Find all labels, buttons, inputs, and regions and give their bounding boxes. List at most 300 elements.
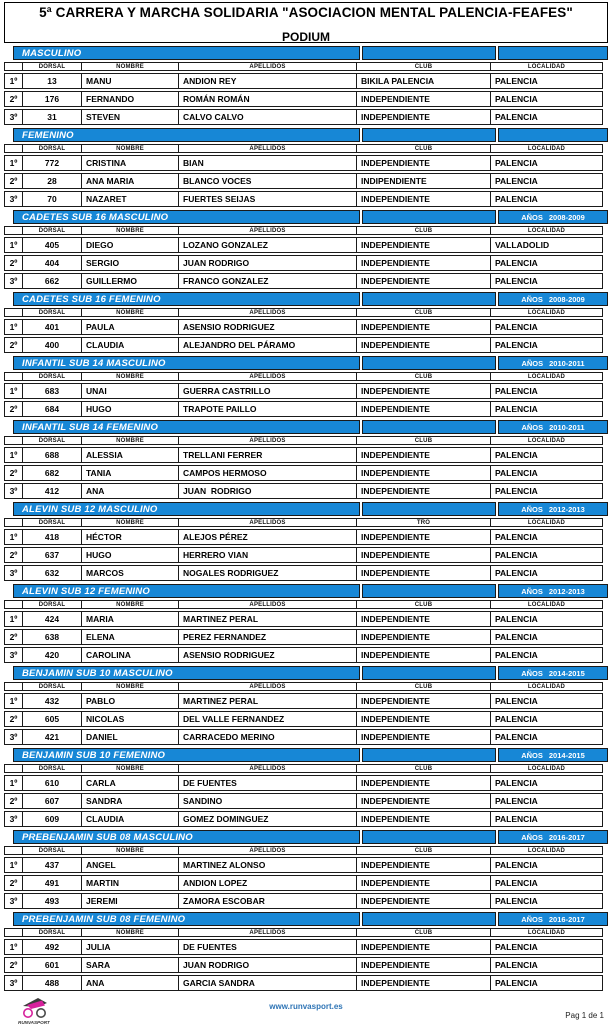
cell-localidad: PALENCIA <box>490 465 603 481</box>
anos-label: AÑOS <box>521 504 543 514</box>
result-row <box>4 857 608 873</box>
cell-club: INDEPENDIENTE <box>356 319 491 335</box>
cell-apellidos: ALEJOS PÉREZ <box>178 529 357 545</box>
cell-localidad: PALENCIA <box>490 91 603 107</box>
header-club: CLUB <box>356 928 491 937</box>
result-row <box>4 237 608 253</box>
cell-localidad: PALENCIA <box>490 975 603 991</box>
header-apellidos: APELLIDOS <box>178 372 357 381</box>
cell-position: 2º <box>4 875 23 891</box>
cell-nombre: FERNANDO <box>81 91 179 107</box>
header-club: CLUB <box>356 144 491 153</box>
band-years-cell <box>498 46 608 60</box>
result-row <box>4 547 608 563</box>
band-club-cell <box>362 584 496 598</box>
cell-apellidos: ZAMORA ESCOBAR <box>178 893 357 909</box>
cell-club: INDEPENDIENTE <box>356 447 491 463</box>
cell-club: INDEPENDIENTE <box>356 957 491 973</box>
anos-label: AÑOS <box>521 586 543 596</box>
cell-club: INDEPENDIENTE <box>356 611 491 627</box>
cell-club: INDEPENDIENTE <box>356 775 491 791</box>
header-club: CLUB <box>356 682 491 691</box>
cell-localidad: PALENCIA <box>490 729 603 745</box>
section-cadetes-sub-16-femenino <box>4 292 608 353</box>
anos-label: AÑOS <box>521 358 544 368</box>
cell-position: 2º <box>4 173 23 189</box>
cell-apellidos: JUAN RODRIGO <box>178 255 357 271</box>
cell-localidad: PALENCIA <box>490 173 603 189</box>
result-row <box>4 173 608 189</box>
header-club: CLUB <box>356 62 491 71</box>
column-header-row <box>4 518 608 527</box>
cell-dorsal: 637 <box>22 547 82 563</box>
anos-years: 2014-2015 <box>548 750 585 760</box>
cell-club: INDEPENDIENTE <box>356 711 491 727</box>
cell-club: INDEPENDIENTE <box>356 155 491 171</box>
anos-label: AÑOS <box>521 422 544 432</box>
band-years-cell <box>498 748 608 762</box>
cell-apellidos: ANDION LOPEZ <box>178 875 357 891</box>
cell-position: 3º <box>4 191 23 207</box>
cell-apellidos: NOGALES RODRIGUEZ <box>178 565 357 581</box>
cell-apellidos: GARCIA SANDRA <box>178 975 357 991</box>
cell-nombre: DANIEL <box>81 729 179 745</box>
header-localidad: LOCALIDAD <box>490 308 603 317</box>
cell-position: 1º <box>4 73 23 89</box>
cell-club: INDEPENDIENTE <box>356 547 491 563</box>
header-localidad: LOCALIDAD <box>490 600 603 609</box>
header-position <box>4 846 23 855</box>
header-dorsal: DORSAL <box>22 308 82 317</box>
header-localidad: LOCALIDAD <box>490 436 603 445</box>
cell-nombre: MANU <box>81 73 179 89</box>
cell-dorsal: 418 <box>22 529 82 545</box>
cell-dorsal: 638 <box>22 629 82 645</box>
band-club-cell <box>362 748 496 762</box>
result-row <box>4 447 608 463</box>
cell-position: 2º <box>4 793 23 809</box>
header-nombre: NOMBRE <box>81 846 179 855</box>
result-row <box>4 957 608 973</box>
cell-position: 3º <box>4 893 23 909</box>
section-title: BENJAMIN SUB 10 FEMENINO <box>13 748 360 762</box>
header-apellidos: APELLIDOS <box>178 226 357 235</box>
cell-localidad: PALENCIA <box>490 711 603 727</box>
cell-apellidos: GUERRA CASTRILLO <box>178 383 357 399</box>
cell-localidad: PALENCIA <box>490 693 603 709</box>
cell-nombre: CLAUDIA <box>81 811 179 827</box>
cell-position: 1º <box>4 529 23 545</box>
cell-dorsal: 404 <box>22 255 82 271</box>
header-apellidos: APELLIDOS <box>178 436 357 445</box>
band-club-cell <box>362 210 496 224</box>
cell-dorsal: 601 <box>22 957 82 973</box>
title-box <box>4 2 608 43</box>
cell-nombre: UNAI <box>81 383 179 399</box>
page-number: Pag 1 de 1 <box>565 1011 604 1020</box>
header-dorsal: DORSAL <box>22 846 82 855</box>
header-club: CLUB <box>356 436 491 445</box>
cell-localidad: PALENCIA <box>490 109 603 125</box>
cell-position: 2º <box>4 711 23 727</box>
cell-apellidos: DE FUENTES <box>178 939 357 955</box>
logo-text: RUNVASPORT <box>18 1020 50 1025</box>
section-title: FEMENINO <box>13 128 360 142</box>
anos-label: AÑOS <box>521 750 543 760</box>
band-years-cell <box>498 666 608 680</box>
cell-localidad: VALLADOLID <box>490 237 603 253</box>
section-title: BENJAMIN SUB 10 MASCULINO <box>13 666 360 680</box>
cell-club: INDEPENDIENTE <box>356 337 491 353</box>
cell-position: 2º <box>4 629 23 645</box>
cell-nombre: STEVEN <box>81 109 179 125</box>
result-row <box>4 875 608 891</box>
cell-localidad: PALENCIA <box>490 73 603 89</box>
cell-nombre: NAZARET <box>81 191 179 207</box>
result-row <box>4 775 608 791</box>
cell-dorsal: 432 <box>22 693 82 709</box>
column-header-row <box>4 62 608 71</box>
column-header-row <box>4 682 608 691</box>
result-row <box>4 729 608 745</box>
cell-apellidos: DE FUENTES <box>178 775 357 791</box>
cell-nombre: ANGEL <box>81 857 179 873</box>
cell-nombre: CRISTINA <box>81 155 179 171</box>
header-dorsal: DORSAL <box>22 518 82 527</box>
section-title: MASCULINO <box>13 46 360 60</box>
section-band <box>13 748 608 762</box>
anos-years: 2012-2013 <box>548 586 585 596</box>
column-header-row <box>4 764 608 773</box>
header-apellidos: APELLIDOS <box>178 308 357 317</box>
cell-dorsal: 424 <box>22 611 82 627</box>
header-position <box>4 308 23 317</box>
result-row <box>4 975 608 991</box>
cell-position: 2º <box>4 465 23 481</box>
header-club: CLUB <box>356 226 491 235</box>
cell-apellidos: ALEJANDRO DEL PÁRAMO <box>178 337 357 353</box>
header-dorsal: DORSAL <box>22 682 82 691</box>
cell-apellidos: SANDINO <box>178 793 357 809</box>
section-band <box>13 420 608 434</box>
cell-apellidos: BIAN <box>178 155 357 171</box>
band-club-cell <box>362 666 496 680</box>
header-apellidos: APELLIDOS <box>178 62 357 71</box>
cell-position: 3º <box>4 975 23 991</box>
header-position <box>4 928 23 937</box>
header-dorsal: DORSAL <box>22 372 82 381</box>
result-row <box>4 693 608 709</box>
cell-dorsal: 688 <box>22 447 82 463</box>
header-dorsal: DORSAL <box>22 144 82 153</box>
result-row <box>4 939 608 955</box>
header-dorsal: DORSAL <box>22 600 82 609</box>
cell-position: 2º <box>4 547 23 563</box>
result-row <box>4 401 608 417</box>
cell-localidad: PALENCIA <box>490 793 603 809</box>
column-header-row <box>4 226 608 235</box>
band-years-cell <box>498 128 608 142</box>
cell-localidad: PALENCIA <box>490 939 603 955</box>
cell-nombre: DIEGO <box>81 237 179 253</box>
section-band <box>13 830 608 844</box>
result-row <box>4 155 608 171</box>
header-club: CLUB <box>356 764 491 773</box>
header-apellidos: APELLIDOS <box>178 764 357 773</box>
result-row <box>4 647 608 663</box>
cell-localidad: PALENCIA <box>490 447 603 463</box>
cell-dorsal: 605 <box>22 711 82 727</box>
header-dorsal: DORSAL <box>22 62 82 71</box>
cell-club: INDEPENDIENTE <box>356 565 491 581</box>
result-row <box>4 811 608 827</box>
cell-localidad: PALENCIA <box>490 255 603 271</box>
column-header-row <box>4 436 608 445</box>
section-benjamin-sub-10-masculino <box>4 666 608 745</box>
anos-years: 2016-2017 <box>548 832 585 842</box>
band-club-cell <box>362 830 496 844</box>
cell-nombre: MARTIN <box>81 875 179 891</box>
cell-apellidos: MARTINEZ PERAL <box>178 693 357 709</box>
header-position <box>4 518 23 527</box>
column-header-row <box>4 372 608 381</box>
band-years-cell <box>498 420 608 434</box>
cell-localidad: PALENCIA <box>490 319 603 335</box>
cell-localidad: PALENCIA <box>490 547 603 563</box>
band-years-cell <box>498 210 608 224</box>
section-prebenjamin-sub-08-masculino <box>4 830 608 909</box>
section-femenino <box>4 128 608 207</box>
header-position <box>4 600 23 609</box>
cell-position: 2º <box>4 91 23 107</box>
cell-club: INDEPENDIENTE <box>356 401 491 417</box>
anos-years: 2014-2015 <box>548 668 585 678</box>
cell-position: 2º <box>4 255 23 271</box>
cell-localidad: PALENCIA <box>490 775 603 791</box>
cell-club: INDEPENDIENTE <box>356 465 491 481</box>
cell-nombre: PABLO <box>81 693 179 709</box>
result-row <box>4 893 608 909</box>
cell-dorsal: 488 <box>22 975 82 991</box>
cell-position: 3º <box>4 273 23 289</box>
band-years-cell <box>498 356 608 370</box>
cell-nombre: SERGIO <box>81 255 179 271</box>
cell-localidad: PALENCIA <box>490 383 603 399</box>
cell-apellidos: CALVO CALVO <box>178 109 357 125</box>
anos-label: AÑOS <box>521 212 543 222</box>
cell-nombre: ELENA <box>81 629 179 645</box>
header-nombre: NOMBRE <box>81 372 179 381</box>
cell-nombre: ANA <box>81 483 179 499</box>
cell-nombre: MARIA <box>81 611 179 627</box>
cell-club: INDEPENDIENTE <box>356 629 491 645</box>
section-title: INFANTIL SUB 14 MASCULINO <box>13 356 360 370</box>
anos-years: 2008-2009 <box>548 294 585 304</box>
section-band <box>13 912 608 926</box>
anos-label: AÑOS <box>521 832 543 842</box>
result-row <box>4 465 608 481</box>
sections <box>4 46 608 991</box>
result-row <box>4 383 608 399</box>
cell-position: 2º <box>4 337 23 353</box>
cell-club: INDEPENDIENTE <box>356 939 491 955</box>
header-apellidos: APELLIDOS <box>178 682 357 691</box>
cell-nombre: HUGO <box>81 547 179 563</box>
header-position <box>4 62 23 71</box>
runvasport-logo <box>16 996 58 1026</box>
cell-position: 1º <box>4 383 23 399</box>
cell-dorsal: 31 <box>22 109 82 125</box>
section-alevin-sub-12-femenino <box>4 584 608 663</box>
cell-position: 3º <box>4 483 23 499</box>
cell-club: INDEPENDIENTE <box>356 793 491 809</box>
cell-dorsal: 412 <box>22 483 82 499</box>
cell-club: INDEPENDIENTE <box>356 237 491 253</box>
result-row <box>4 337 608 353</box>
header-dorsal: DORSAL <box>22 928 82 937</box>
cell-localidad: PALENCIA <box>490 401 603 417</box>
cell-apellidos: ASENSIO RODRIGUEZ <box>178 319 357 335</box>
band-club-cell <box>362 356 496 370</box>
header-apellidos: APELLIDOS <box>178 600 357 609</box>
header-dorsal: DORSAL <box>22 226 82 235</box>
cell-club: INDEPENDIENTE <box>356 483 491 499</box>
cell-localidad: PALENCIA <box>490 611 603 627</box>
band-club-cell <box>362 502 496 516</box>
band-club-cell <box>362 128 496 142</box>
cell-dorsal: 684 <box>22 401 82 417</box>
cell-club: INDEPENDIENTE <box>356 273 491 289</box>
cell-localidad: PALENCIA <box>490 893 603 909</box>
band-years-cell <box>498 830 608 844</box>
cell-dorsal: 493 <box>22 893 82 909</box>
cell-club: INDIPENDIENTE <box>356 173 491 189</box>
cell-club: INDEPENDIENTE <box>356 255 491 271</box>
header-localidad: LOCALIDAD <box>490 144 603 153</box>
result-row <box>4 611 608 627</box>
column-header-row <box>4 600 608 609</box>
cell-localidad: PALENCIA <box>490 529 603 545</box>
result-row <box>4 483 608 499</box>
website-link[interactable]: www.runvasport.es <box>269 1002 343 1011</box>
cell-position: 3º <box>4 729 23 745</box>
column-header-row <box>4 308 608 317</box>
cell-club: INDEPENDIENTE <box>356 191 491 207</box>
cell-nombre: CAROLINA <box>81 647 179 663</box>
header-nombre: NOMBRE <box>81 436 179 445</box>
header-dorsal: DORSAL <box>22 436 82 445</box>
cell-apellidos: CAMPOS HERMOSO <box>178 465 357 481</box>
cell-apellidos: ASENSIO RODRIGUEZ <box>178 647 357 663</box>
cell-localidad: PALENCIA <box>490 647 603 663</box>
cell-position: 2º <box>4 957 23 973</box>
cell-localidad: PALENCIA <box>490 191 603 207</box>
result-row <box>4 273 608 289</box>
cell-position: 3º <box>4 647 23 663</box>
column-header-row <box>4 144 608 153</box>
cell-dorsal: 632 <box>22 565 82 581</box>
cell-localidad: PALENCIA <box>490 483 603 499</box>
header-club: TRO <box>356 518 491 527</box>
cell-dorsal: 682 <box>22 465 82 481</box>
column-header-row <box>4 928 608 937</box>
band-years-cell <box>498 502 608 516</box>
header-nombre: NOMBRE <box>81 600 179 609</box>
result-row <box>4 91 608 107</box>
section-band <box>13 46 608 60</box>
cell-nombre: ALESSIA <box>81 447 179 463</box>
result-row <box>4 529 608 545</box>
header-position <box>4 226 23 235</box>
section-title: INFANTIL SUB 14 FEMENINO <box>13 420 360 434</box>
cell-localidad: PALENCIA <box>490 875 603 891</box>
cell-position: 1º <box>4 319 23 335</box>
cell-nombre: CLAUDIA <box>81 337 179 353</box>
cell-position: 3º <box>4 811 23 827</box>
section-band <box>13 210 608 224</box>
cell-club: INDEPENDIENTE <box>356 383 491 399</box>
cell-localidad: PALENCIA <box>490 811 603 827</box>
cell-nombre: MARCOS <box>81 565 179 581</box>
cell-localidad: PALENCIA <box>490 273 603 289</box>
cell-apellidos: MARTINEZ PERAL <box>178 611 357 627</box>
header-localidad: LOCALIDAD <box>490 226 603 235</box>
result-row <box>4 255 608 271</box>
result-row <box>4 319 608 335</box>
section-title: ALEVIN SUB 12 MASCULINO <box>13 502 360 516</box>
section-title: CADETES SUB 16 MASCULINO <box>13 210 360 224</box>
cell-position: 3º <box>4 565 23 581</box>
cell-nombre: HÉCTOR <box>81 529 179 545</box>
column-header-row <box>4 846 608 855</box>
band-years-cell <box>498 584 608 598</box>
cell-nombre: TANIA <box>81 465 179 481</box>
band-club-cell <box>362 46 496 60</box>
cell-club: INDEPENDIENTE <box>356 811 491 827</box>
result-row <box>4 629 608 645</box>
section-band <box>13 502 608 516</box>
cell-club: INDEPENDIENTE <box>356 893 491 909</box>
cell-position: 1º <box>4 237 23 253</box>
result-row <box>4 191 608 207</box>
header-nombre: NOMBRE <box>81 764 179 773</box>
header-position <box>4 144 23 153</box>
anos-label: AÑOS <box>521 914 543 924</box>
section-band <box>13 584 608 598</box>
result-row <box>4 711 608 727</box>
section-title: ALEVIN SUB 12 FEMENINO <box>13 584 360 598</box>
cell-apellidos: JUAN RODRIGO <box>178 483 357 499</box>
cell-localidad: PALENCIA <box>490 629 603 645</box>
cell-apellidos: BLANCO VOCES <box>178 173 357 189</box>
cell-apellidos: PEREZ FERNANDEZ <box>178 629 357 645</box>
header-apellidos: APELLIDOS <box>178 144 357 153</box>
section-infantil-sub-14-femenino <box>4 420 608 499</box>
cell-position: 1º <box>4 939 23 955</box>
section-band <box>13 356 608 370</box>
section-masculino <box>4 46 608 125</box>
page-title: 5ª CARRERA Y MARCHA SOLIDARIA "ASOCIACION MENTAL PALENCIA-FEAFES" <box>39 5 573 20</box>
header-club: CLUB <box>356 372 491 381</box>
section-benjamin-sub-10-femenino <box>4 748 608 827</box>
cell-localidad: PALENCIA <box>490 155 603 171</box>
header-localidad: LOCALIDAD <box>490 928 603 937</box>
cell-localidad: PALENCIA <box>490 337 603 353</box>
cell-club: INDEPENDIENTE <box>356 109 491 125</box>
cell-position: 1º <box>4 447 23 463</box>
cell-nombre: GUILLERMO <box>81 273 179 289</box>
cell-dorsal: 772 <box>22 155 82 171</box>
